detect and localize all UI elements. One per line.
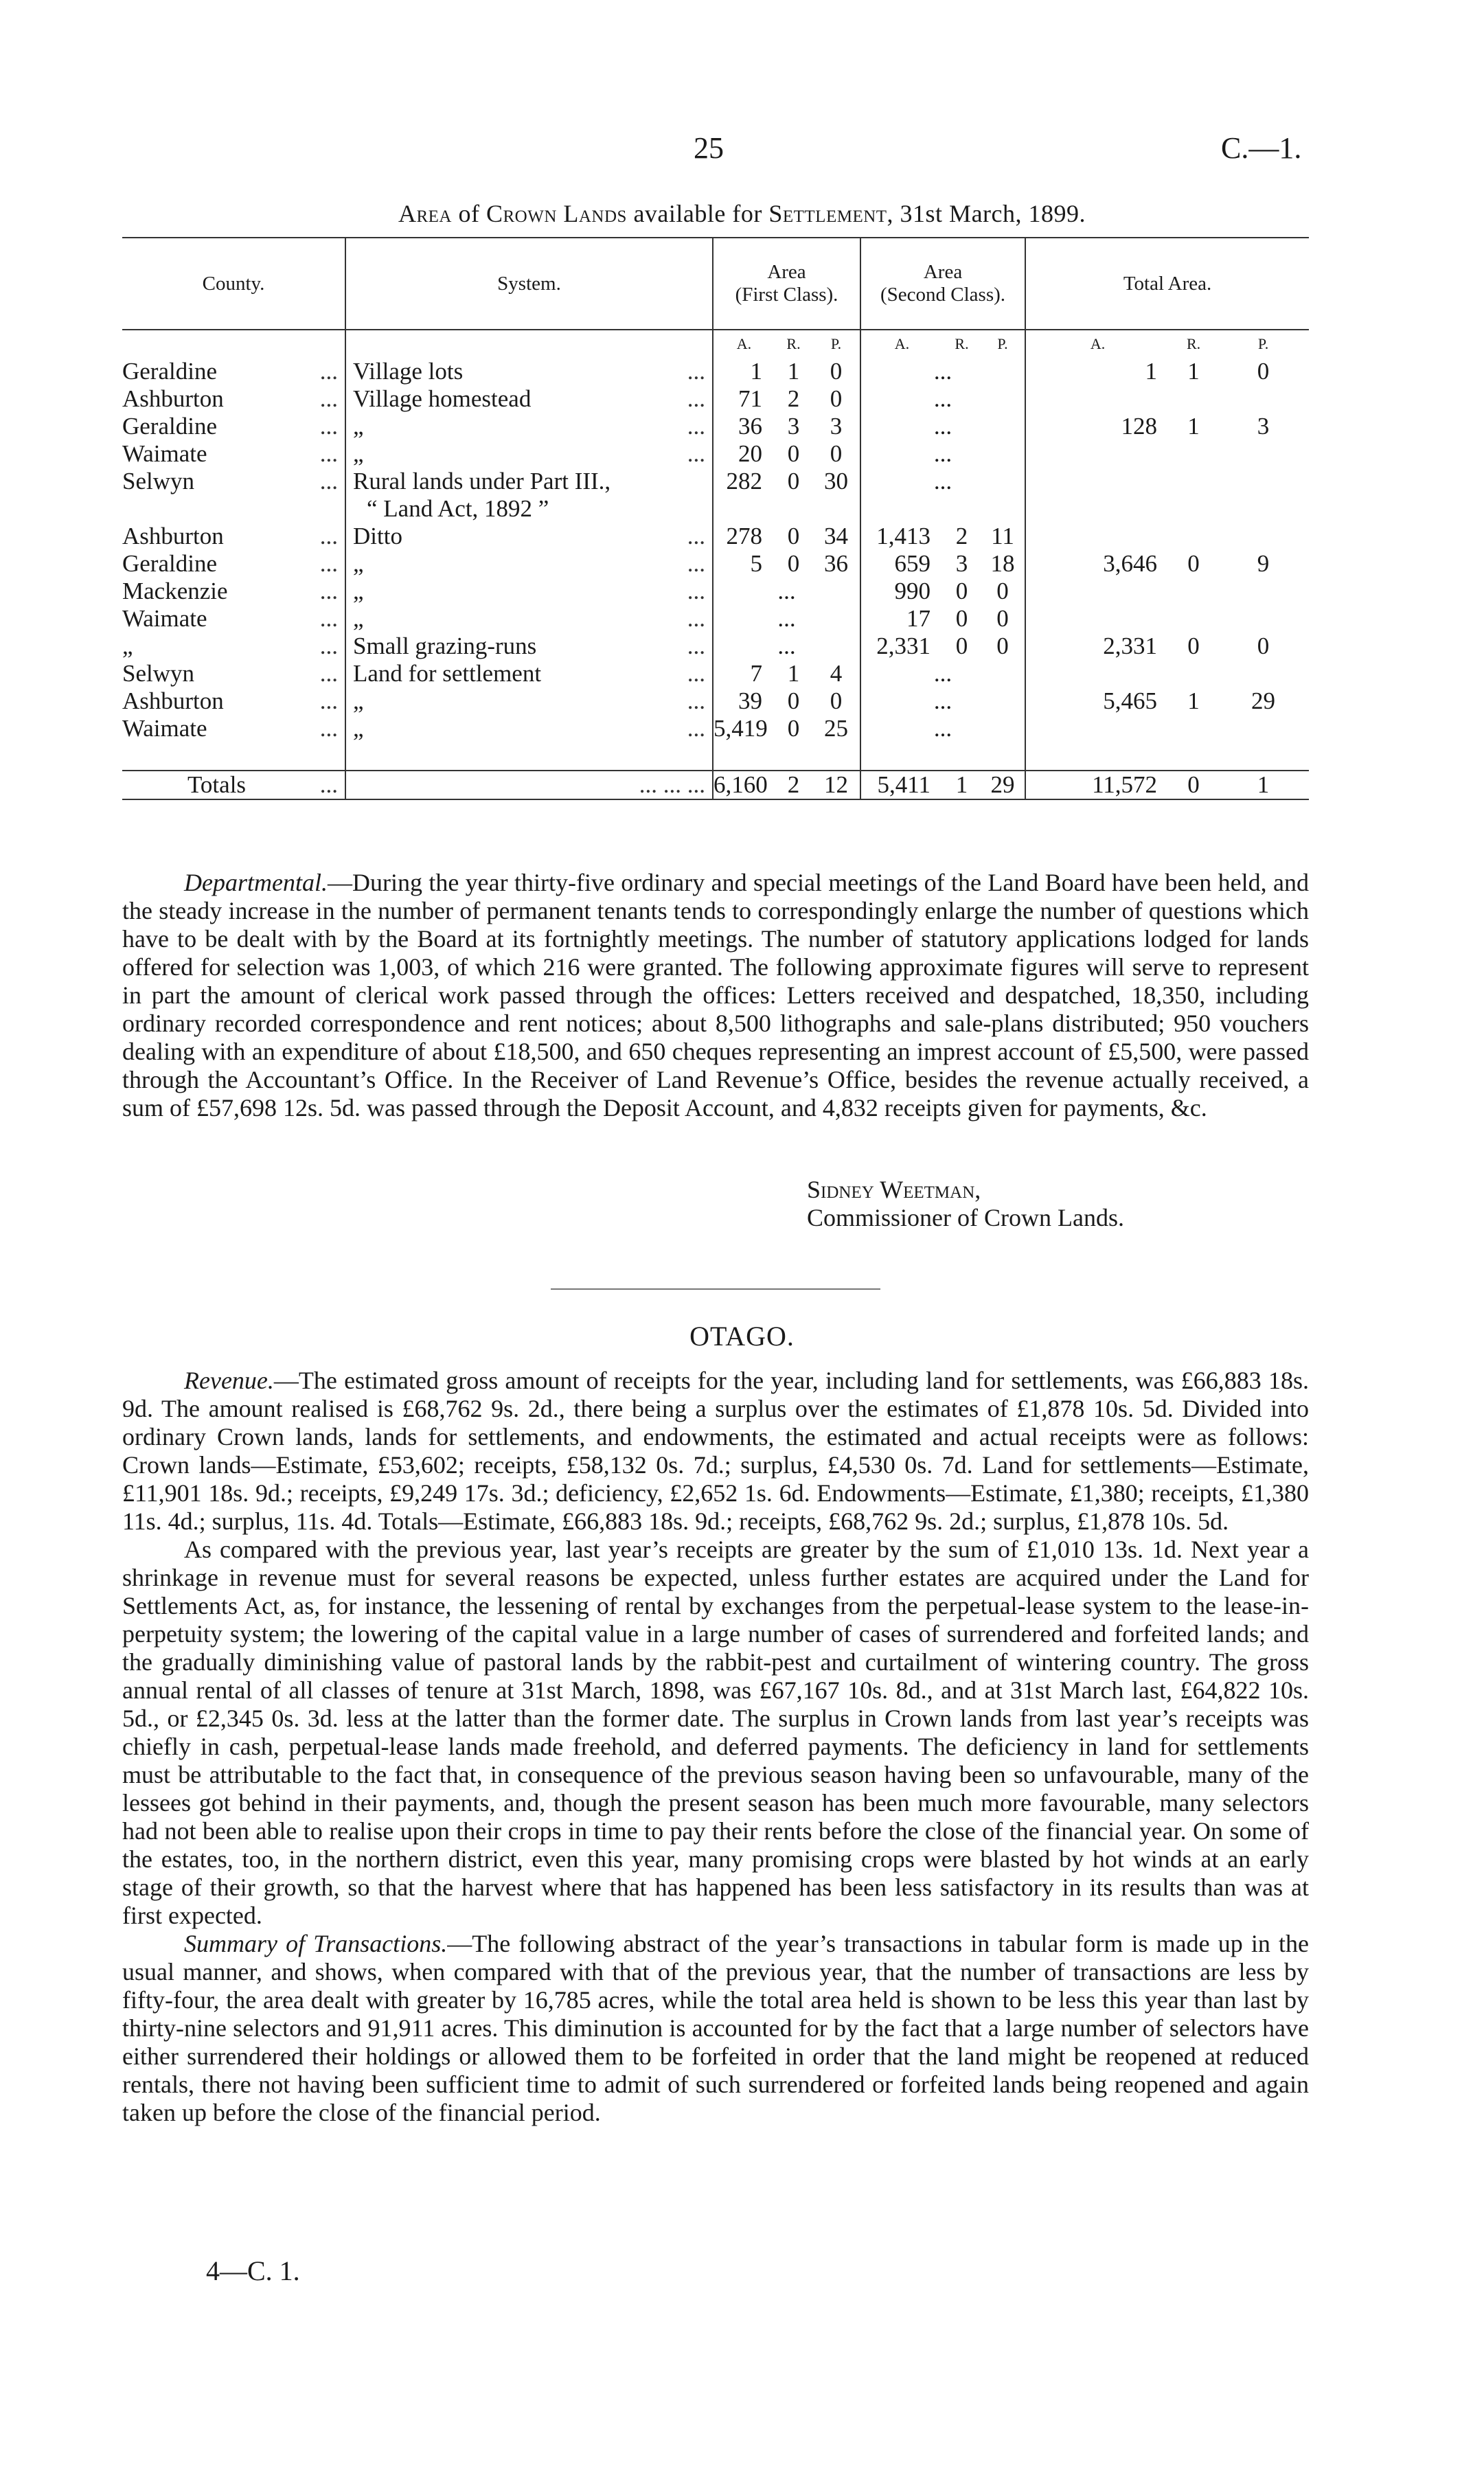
empty-value: ... <box>713 605 860 633</box>
system-name: „ <box>353 550 364 577</box>
unit-label: P. <box>981 330 1025 358</box>
area-value: 0 <box>1169 771 1218 799</box>
area-value: 39 <box>738 687 762 714</box>
system-name: Rural lands under Part III., <box>353 468 611 494</box>
unit-label: P. <box>812 330 860 358</box>
header-area-first-class: Area (First Class). <box>713 238 860 330</box>
empty-value: ... <box>860 468 1025 523</box>
area-value: 990 <box>894 578 931 604</box>
spacer <box>860 742 1025 771</box>
blank-cell <box>1025 523 1309 550</box>
area-value: 5 <box>750 550 762 577</box>
area-value: 0 <box>981 605 1025 633</box>
area-value: 18 <box>981 550 1025 578</box>
table-row <box>122 715 1309 742</box>
area-value: 7 <box>750 660 762 687</box>
unit-label: R. <box>786 335 801 352</box>
departmental-text: —During the year thirty-five ordinary and special meetings of the Land Board have been held, and the steady increase in the number of permanent tenants tends to correspondingly enlarge the number of questions which have to be dealt with by the Board at its fortnightly meetings. The number of statutory applications lodged for lands offered for selection was 1,003, of which 216 were granted. The following approximate figures will serve to represent in part the amount of clerical work passed through the offices: Letters received and despatched, 18,350, including ordinary recorded correspondence and rent notices; about 8,500 lithographs and sale-plans distributed; 950 vouchers dealing with an expenditure of about £18,500, and 650 cheques representing an imprest account of £5,500, were passed through the Accountant’s Office. In the Receiver of Land Revenue’s Office, besides the revenue actually received, a sum of £57,698 12s. 5d. was passed through the Deposit Account, and 4,832 receipts given for payments, &c. <box>122 869 1309 1122</box>
revenue-lead: Revenue. <box>184 1367 274 1394</box>
leader-dots: ... <box>687 440 705 467</box>
leader-dots: ... ... ... <box>639 771 705 798</box>
county-cell <box>122 660 345 687</box>
leader-dots: ... <box>319 468 338 494</box>
area-value: 4 <box>812 660 860 687</box>
leader-dots: ... <box>319 633 338 659</box>
unit-label: R. <box>1186 335 1201 352</box>
comparison-paragraph: As compared with the previous year, last year’s receipts are greater by the sum of £1,010 13s. 1d. Next year a shrinkage in revenue must for several reasons be expected, unless further estates are acquired under the Land for Settlements Act, as, for instance, the lessening of rental by exchanges from the perpetual-lease system to the lease-in-perpetuity system; the lowering of the capital value in a large number of cases of surrendered and forfeited lands; and the gradually diminishing value of pastoral lands by the rabbit-pest and curtailment of wintering country. The gross annual rental of all classes of tenure at 31st March, 1898, was £67,167 10s. 8d., and at 31st March last, £64,822 10s. 5d., or £2,345 0s. 3d. less at the latter than the former date. The surplus in Crown lands from last year’s receipts was chiefly in cash, perpetual-lease lands made freehold, and deferred payments. The deficiency in land for settlements must be attributable to the fact that, in consequence of the previous season having been so unfavourable, many of the lessees got behind in their payments, and, though the present season has been much more favourable, many selectors had not been able to realise upon their crops in time to pay their rents before the close of the financial year. On some of the estates, too, in the northern district, even this year, many promising crops were blasted by hot winds at an early stage of their growth, so that the harvest where that has happened has been less satisfactory in its results than was at first expected. <box>122 1536 1309 1929</box>
county-cell <box>122 550 345 578</box>
area-value: 2,331 <box>876 633 931 659</box>
area-value: 128 <box>1121 413 1158 440</box>
system-name: Land for settlement <box>353 660 542 687</box>
county-name: Waimate <box>122 440 207 467</box>
county-name: Ashburton <box>122 385 224 412</box>
county-name: Mackenzie <box>122 578 228 604</box>
county-name: Ashburton <box>122 687 224 714</box>
area-value: 3 <box>955 550 968 577</box>
area-value: 1 <box>1187 687 1200 714</box>
sheet-signature-mark: 4—C. 1. <box>206 2255 300 2286</box>
area-value: 11 <box>981 523 1025 550</box>
spacer-row <box>122 742 1309 771</box>
area-value: 1 <box>1187 358 1200 385</box>
table-row <box>122 687 1309 715</box>
system-cell <box>345 468 713 523</box>
area-value: 659 <box>894 550 931 577</box>
table-row <box>122 578 1309 605</box>
table-row <box>122 440 1309 468</box>
table-header-row <box>122 238 1309 330</box>
area-value: 0 <box>812 687 860 715</box>
system-cell <box>345 358 713 385</box>
area-value: 0 <box>1257 358 1270 385</box>
county-cell <box>122 523 345 550</box>
table-row <box>122 550 1309 578</box>
table-caption: Area of Crown Lands available for Settlement, 31st March, 1899. <box>398 200 1086 227</box>
empty-value: ... <box>713 578 860 605</box>
empty-value: ... <box>860 358 1025 385</box>
blank-cell <box>1025 578 1309 605</box>
leader-dots: ... <box>319 358 338 385</box>
header-total-area: Total Area. <box>1025 238 1309 330</box>
area-value: 3 <box>1257 413 1270 440</box>
area-value: 3,646 <box>1103 550 1158 577</box>
county-cell <box>122 440 345 468</box>
area-value: 2 <box>955 523 968 549</box>
area-value: 1 <box>1187 413 1200 440</box>
area-value: 0 <box>787 440 800 467</box>
area-value: 1 <box>787 660 800 687</box>
blank-cell <box>1025 715 1309 742</box>
county-cell <box>122 413 345 440</box>
summary-paragraph: Summary of Transactions.—The following abstract of the year’s transactions in tabular form is made up in the usual manner, and shows, when compared with that of the previous year, that the number of transactions are less by fifty-four, the area dealt with greater by 16,785 acres, while the total area held is shown to be less this year than last by thirty-nine selectors and 91,911 acres. This diminution is accounted for by the fact that a large number of selectors have either surrendered their holdings or allowed them to be forfeited in order that the land might be reopened at reduced rentals, there not having been sufficient time to admit of such surrendered or forfeited lands being reopened and again taken up before the close of the financial period. <box>122 1930 1309 2126</box>
area-value: 0 <box>1257 633 1270 659</box>
area-value: 0 <box>955 605 968 632</box>
leader-dots: ... <box>687 550 705 577</box>
leader-dots: ... <box>319 715 338 742</box>
blank-cell <box>1025 385 1309 413</box>
system-cell <box>345 715 713 742</box>
area-value: 0 <box>812 385 860 413</box>
system-cell <box>345 550 713 578</box>
area-value: 6,160 <box>713 771 775 799</box>
area-value: 1 <box>787 358 800 385</box>
leader-dots: ... <box>687 687 705 714</box>
system-cell <box>345 633 713 660</box>
area-value: 0 <box>812 440 860 468</box>
area-value: 0 <box>955 633 968 659</box>
county-cell <box>122 687 345 715</box>
empty-value: ... <box>860 660 1025 687</box>
area-value: 1,413 <box>876 523 931 549</box>
area-value: 29 <box>1251 687 1276 714</box>
system-name-continued: “ Land Act, 1892 ” <box>367 495 549 522</box>
unit-label: P. <box>1257 335 1269 352</box>
area-value: 0 <box>981 578 1025 605</box>
leader-dots: ... <box>687 523 705 549</box>
county-cell <box>122 715 345 742</box>
totals-label: Totals <box>187 771 247 798</box>
system-cell <box>345 523 713 550</box>
empty-value: ... <box>860 687 1025 715</box>
unit-label: A. <box>1090 335 1106 352</box>
county-cell <box>122 578 345 605</box>
totals-system-cell <box>345 771 713 799</box>
unit-label: R. <box>955 335 969 352</box>
leader-dots: ... <box>319 687 338 714</box>
table-row <box>122 385 1309 413</box>
header-county: County. <box>122 238 345 330</box>
system-cell <box>345 440 713 468</box>
leader-dots: ... <box>687 413 705 440</box>
system-cell <box>345 385 713 413</box>
empty-value: ... <box>860 413 1025 440</box>
leader-dots: ... <box>319 771 338 798</box>
area-value: 1 <box>1218 771 1309 799</box>
leader-dots: ... <box>687 385 705 412</box>
system-name: Ditto <box>353 523 402 549</box>
leader-dots: ... <box>319 385 338 412</box>
area-value: 34 <box>812 523 860 550</box>
area-value: 0 <box>787 550 800 577</box>
leader-dots: ... <box>319 660 338 687</box>
table-row <box>122 468 1309 523</box>
system-cell <box>345 413 713 440</box>
county-cell <box>122 605 345 633</box>
area-value: 0 <box>787 468 800 494</box>
header-area-second-class: Area (Second Class). <box>860 238 1025 330</box>
area-value: 9 <box>1257 550 1270 577</box>
county-name: „ <box>122 633 133 659</box>
system-cell <box>345 605 713 633</box>
area-value: 278 <box>726 523 762 549</box>
area-value: 2 <box>787 385 800 412</box>
county-name: Selwyn <box>122 468 194 494</box>
table-row <box>122 660 1309 687</box>
signatory-name: Sidney Weetman, <box>807 1176 981 1203</box>
leader-dots: ... <box>687 633 705 659</box>
spacer <box>713 742 860 771</box>
leader-dots: ... <box>687 660 705 687</box>
county-cell <box>122 385 345 413</box>
blank-cell <box>1025 440 1309 468</box>
area-value: 0 <box>981 633 1025 660</box>
area-value: 3 <box>787 413 800 440</box>
empty-value: ... <box>860 385 1025 413</box>
area-value: 25 <box>812 715 860 742</box>
table-row <box>122 633 1309 660</box>
area-value: 0 <box>1187 633 1200 659</box>
leader-dots: ... <box>319 523 338 549</box>
county-name: Selwyn <box>122 660 194 687</box>
system-name: „ <box>353 605 364 632</box>
county-cell <box>122 358 345 385</box>
leader-dots: ... <box>687 358 705 385</box>
units-row <box>122 330 1309 358</box>
area-value: 0 <box>787 687 800 714</box>
otago-text <box>122 1367 1309 2127</box>
system-name: „ <box>353 440 364 467</box>
area-value: 5,465 <box>1103 687 1158 714</box>
totals-label-cell <box>122 771 345 799</box>
totals-row <box>122 771 1309 799</box>
header-system: System. <box>345 238 713 330</box>
spacer <box>345 742 713 771</box>
table-row <box>122 413 1309 440</box>
empty-value: ... <box>860 715 1025 742</box>
area-value: 0 <box>955 578 968 604</box>
departmental-lead: Departmental. <box>184 869 328 896</box>
area-value: 29 <box>981 771 1025 799</box>
blank-cell <box>1025 605 1309 633</box>
area-value: 0 <box>1187 550 1200 577</box>
leader-dots: ... <box>687 578 705 604</box>
county-name: Geraldine <box>122 413 217 440</box>
system-cell <box>345 687 713 715</box>
area-value: 1 <box>943 771 981 799</box>
county-name: Waimate <box>122 715 207 742</box>
area-value: 1 <box>750 358 762 385</box>
units-spacer <box>345 330 713 358</box>
table-row <box>122 605 1309 633</box>
blank-cell <box>1025 660 1309 687</box>
section-divider <box>551 1288 880 1290</box>
county-name: Geraldine <box>122 358 217 385</box>
leader-dots: ... <box>319 550 338 577</box>
area-value: 36 <box>738 413 762 440</box>
crown-lands-table <box>122 237 1309 800</box>
county-cell <box>122 633 345 660</box>
area-value: 36 <box>812 550 860 578</box>
document-reference: C.—1. <box>1221 131 1302 165</box>
area-value: 11,572 <box>1025 771 1169 799</box>
county-name: Geraldine <box>122 550 217 577</box>
leader-dots: ... <box>687 715 705 742</box>
area-value: 2 <box>775 771 812 799</box>
system-name: „ <box>353 413 364 440</box>
system-name: „ <box>353 715 364 742</box>
table-row <box>122 523 1309 550</box>
county-name: Ashburton <box>122 523 224 549</box>
area-value: 71 <box>738 385 762 412</box>
area-value: 5,411 <box>860 771 943 799</box>
system-name: Village homestead <box>353 385 532 412</box>
otago-heading: OTAGO. <box>689 1321 795 1352</box>
area-value: 30 <box>812 468 860 523</box>
leader-dots: ... <box>319 440 338 467</box>
empty-value: ... <box>713 633 860 660</box>
table-row <box>122 358 1309 385</box>
system-name: „ <box>353 578 364 604</box>
units-spacer <box>122 330 345 358</box>
system-name: Village lots <box>353 358 464 385</box>
area-value: 0 <box>787 715 800 742</box>
spacer <box>1025 742 1309 771</box>
area-value: 2,331 <box>1103 633 1158 659</box>
signature-block <box>807 1176 1124 1232</box>
system-name: „ <box>353 687 364 714</box>
leader-dots: ... <box>319 605 338 632</box>
area-value: 3 <box>812 413 860 440</box>
system-cell <box>345 578 713 605</box>
area-value: 1 <box>1145 358 1158 385</box>
departmental-paragraph <box>122 869 1309 1122</box>
system-name: Small grazing-runs <box>353 633 537 659</box>
leader-dots: ... <box>319 578 338 604</box>
county-name: Waimate <box>122 605 207 632</box>
area-value: 17 <box>906 605 931 632</box>
signatory-title: Commissioner of Crown Lands. <box>807 1204 1124 1231</box>
area-value: 20 <box>738 440 762 467</box>
summary-lead: Summary of Transactions. <box>184 1930 448 1957</box>
leader-dots: ... <box>687 605 705 632</box>
revenue-paragraph: Revenue.—The estimated gross amount of receipts for the year, including land for settlements, was £66,883 18s. 9d. The amount realised is £68,762 9s. 2d., there being a surplus over the estimates of £1,878 10s. 5d. Divided into ordinary Crown lands, lands for settlements, and endowments, the estimated and actual receipts were as follows: Crown lands—Estimate, £53,602; receipts, £58,132 0s. 7d.; surplus, £4,530 0s. 7d. Land for settlements—Estimate, £11,901 18s. 9d.; receipts, £9,249 17s. 3d.; deficiency, £2,652 1s. 6d. Endowments—Estimate, £1,380; receipts, £1,380 11s. 4d.; surplus, 11s. 4d. Totals—Estimate, £66,883 18s. 9d.; receipts, £68,762 9s. 2d.; surplus, £1,878 10s. 5d. <box>122 1367 1309 1535</box>
area-value: 5,419 <box>714 715 768 742</box>
unit-label: A. <box>894 335 910 352</box>
page-number: 25 <box>694 131 724 165</box>
county-cell <box>122 468 345 523</box>
area-value: 0 <box>787 523 800 549</box>
area-value: 282 <box>726 468 762 494</box>
area-value: 12 <box>812 771 860 799</box>
blank-cell <box>1025 468 1309 523</box>
spacer <box>122 742 345 771</box>
area-value: 0 <box>812 358 860 385</box>
leader-dots: ... <box>319 413 338 440</box>
system-cell <box>345 660 713 687</box>
empty-value: ... <box>860 440 1025 468</box>
unit-label: A. <box>736 335 752 352</box>
